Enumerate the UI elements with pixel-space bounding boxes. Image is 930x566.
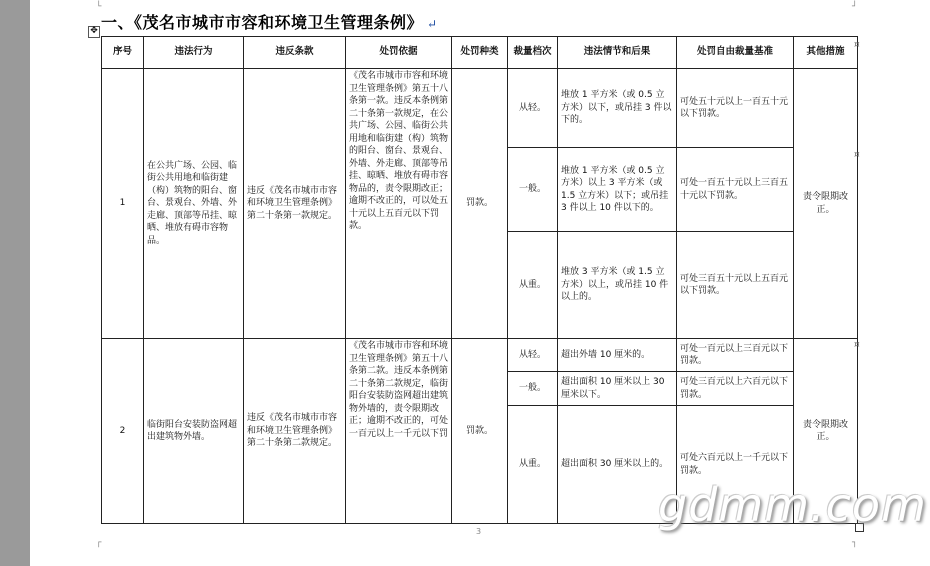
section-title [101, 10, 438, 33]
paragraph-mark-icon: ↵ [427, 17, 438, 31]
table-row [102, 339, 858, 372]
row-detail: 堆放 1 平方米（或 0.5 立方米）以上 3 平方米（或 1.5 立方米）以下；或吊挂 3 件以上 10 件以下的。 [558, 148, 677, 232]
row-level: 一般。 [508, 148, 558, 232]
table-move-handle-icon[interactable]: ✥ [88, 26, 100, 38]
row-basis: 《茂名市城市市容和环境卫生管理条例》第五十八条第一款。违反本条例第二十条第一款规定，在公共广场、公园、临街公共用地和临街建（构）筑物的阳台、窗台、景观台、外墙、外走廊、顶部等吊挂、晾晒、堆放有碍市容物品的，责令限期改正；逾期不改正的，可以处五十元以上五百元以下罚款。 [346, 69, 452, 339]
row-detail: 堆放 3 平方米（或 1.5 立方米）以上，或吊挂 10 件以上的。 [558, 232, 677, 339]
row-clause: 违反《茂名市城市市容和环境卫生管理条例》第二十条第一款规定。 [244, 69, 346, 339]
row-standard: 可处五十元以上一百五十元以下罚款。 [677, 69, 794, 148]
row-level: 一般。 [508, 372, 558, 406]
crop-mark: ┐ [852, 538, 858, 548]
row-detail: 超出外墙 10 厘米的。 [558, 339, 677, 372]
crop-mark: ┌ [96, 538, 102, 548]
row-standard: 可处三百元以上六百元以下罚款。 [677, 372, 794, 406]
row-clause: 违反《茂名市城市市容和环境卫生管理条例》第二十条第二款规定。 [244, 339, 346, 524]
header-act: 违法行为 [144, 37, 244, 69]
row-act: 临街阳台安装防盗网超出建筑物外墙。 [144, 339, 244, 524]
row-level: 从重。 [508, 406, 558, 524]
row-penalty: 罚款。 [452, 69, 508, 339]
header-no: 序号 [102, 37, 144, 69]
row-basis: 《茂名市城市市容和环境卫生管理条例》第五十八条第二款。违反本条例第二十条第二款规定，临街阳台安装防盗网超出建筑物外墙的，责令限期改正；逾期不改正的，可处一百元以上一千元以下罚 [346, 339, 452, 524]
header-clause: 违反条款 [244, 37, 346, 69]
row-detail: 超出面积 30 厘米以上的。 [558, 406, 677, 524]
row-level: 从轻。 [508, 69, 558, 148]
crop-mark: ┘ [852, 2, 858, 12]
row-penalty: 罚款。 [452, 339, 508, 524]
row-no: 1 [102, 69, 144, 339]
row-no: 2 [102, 339, 144, 524]
header-detail: 违法情节和后果 [558, 37, 677, 69]
crop-mark: └ [96, 2, 102, 12]
row-level: 从轻。 [508, 339, 558, 372]
header-level: 裁量档次 [508, 37, 558, 69]
table-row [102, 69, 858, 148]
row-standard: 可处六百元以上一千元以下罚款。 [677, 406, 794, 524]
regulation-table [101, 36, 858, 524]
row-standard: 可处一百五十元以上三百五十元以下罚款。 [677, 148, 794, 232]
site-watermark: gdmm.com [658, 478, 927, 532]
header-penalty: 处罚种类 [452, 37, 508, 69]
end-of-row-mark: ¤ [854, 40, 860, 50]
section-title-text: 一、《茂名市城市市容和环境卫生管理条例》 [101, 13, 424, 32]
end-of-row-mark: ¤ [854, 340, 860, 350]
end-of-row-mark: ¤ [854, 150, 860, 160]
left-margin-bar [0, 0, 30, 566]
header-standard: 处罚自由裁量基准 [677, 37, 794, 69]
row-detail: 超出面积 10 厘米以上 30 厘米以下。 [558, 372, 677, 406]
header-measure: 其他措施 [794, 37, 858, 69]
row-detail: 堆放 1 平方米（或 0.5 立方米）以下，或吊挂 3 件以下的。 [558, 69, 677, 148]
header-basis: 处罚依据 [346, 37, 452, 69]
row-standard: 可处一百元以上三百元以下罚款。 [677, 339, 794, 372]
row-measure: 责令限期改正。 [794, 339, 858, 524]
row-act: 在公共广场、公园、临街公共用地和临街建（构）筑物的阳台、窗台、景观台、外墙、外走廊、顶部等吊挂、晾晒、堆放有碍市容物品。 [144, 69, 244, 339]
table-header-row [102, 37, 858, 69]
row-standard: 可处三百五十元以上五百元以下罚款。 [677, 232, 794, 339]
row-measure: 责令限期改正。 [794, 69, 858, 339]
page-number: 3 [476, 527, 482, 536]
row-level: 从重。 [508, 232, 558, 339]
